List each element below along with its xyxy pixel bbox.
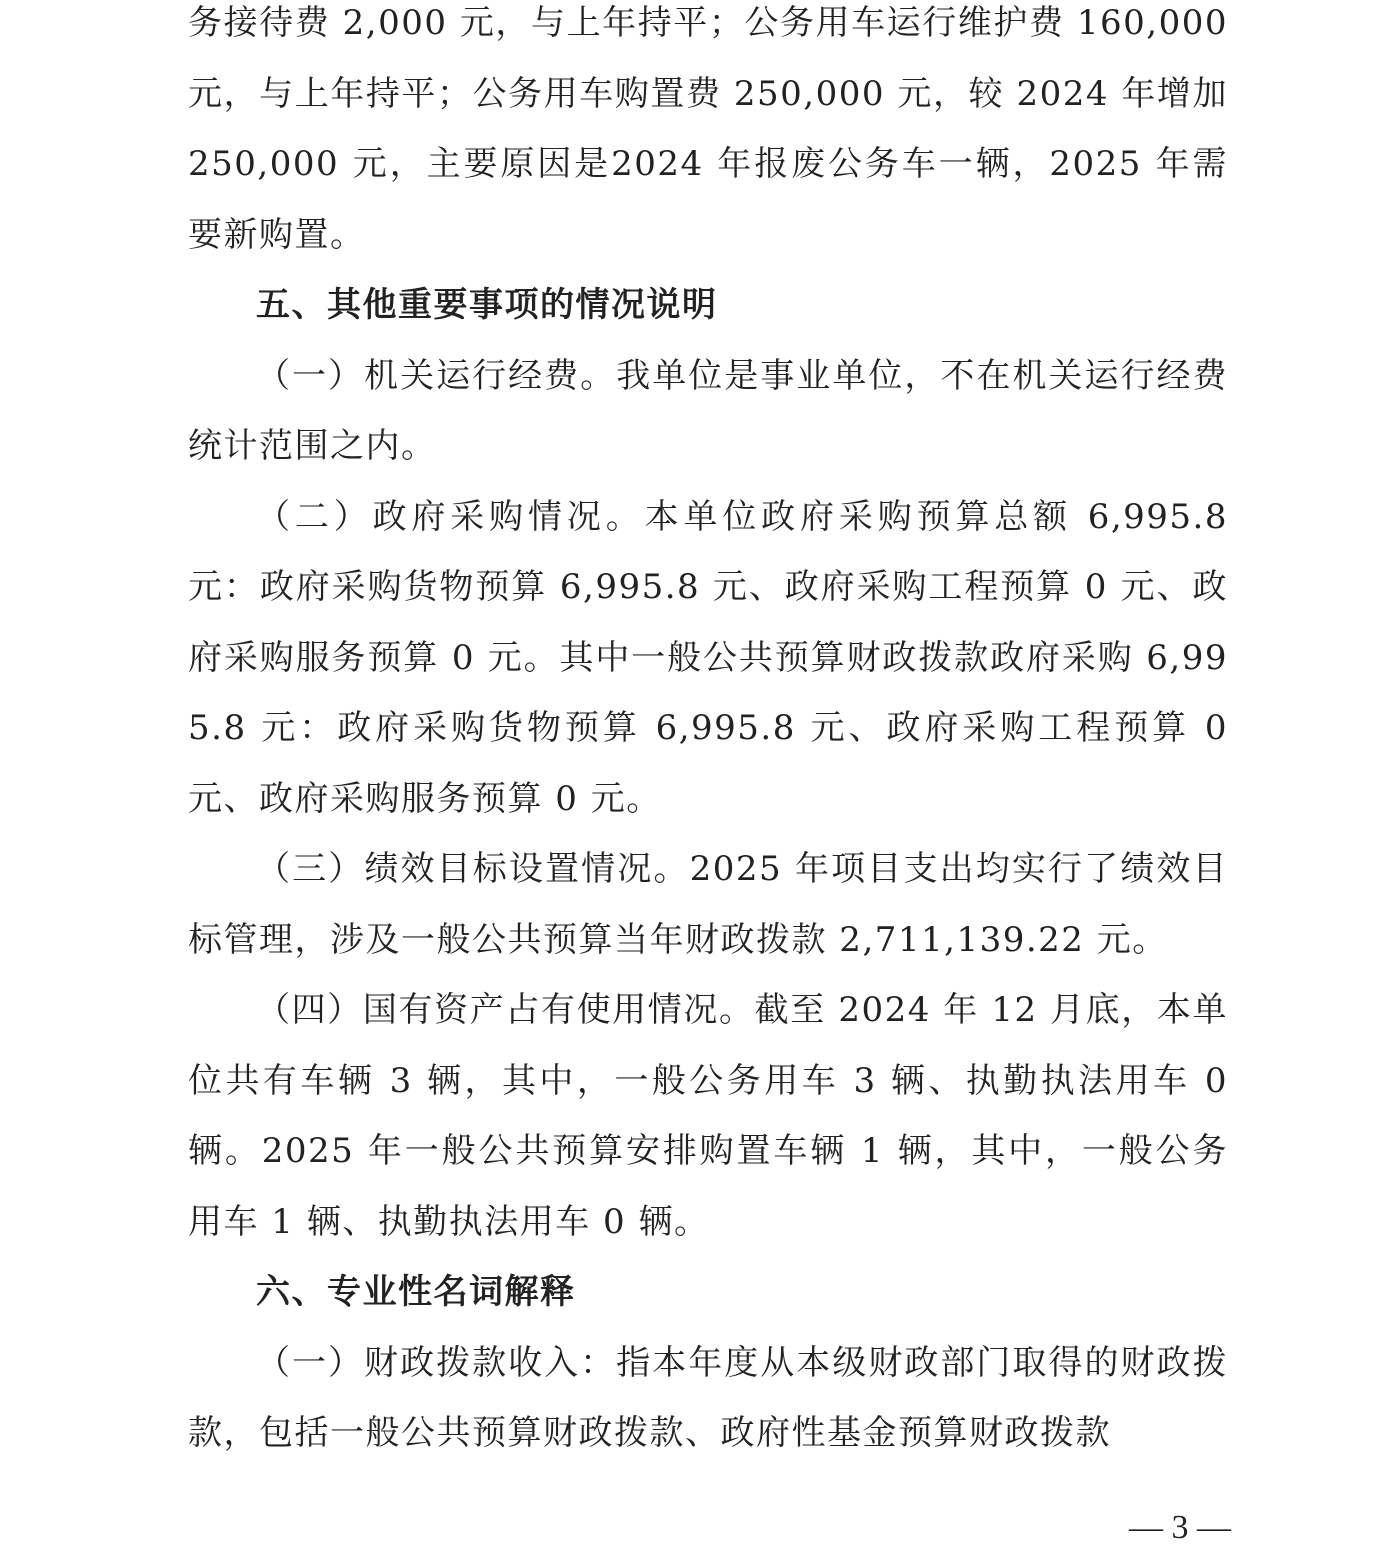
paragraph-subtitle: （二）政府采购情况。: [256, 496, 645, 537]
paragraph-text: 2025 年项目支出均实行了绩效目标管理，涉及一般公共预算当年财政拨款 2,711,139.22 元。: [188, 849, 1228, 960]
section-heading-six: 六、专业性名词解释: [256, 1272, 576, 1312]
paragraph-office-operating-funds: [188, 341, 1228, 482]
paragraph-performance-targets: [188, 834, 1228, 975]
paragraph-text: 我单位是事业单位，不在机关运行经费统计范围之内。: [188, 355, 1229, 466]
paragraph-fiscal-appropriation-income: [188, 1328, 1228, 1469]
document-body: [188, 0, 1228, 1469]
paragraph-text: 务接待费 2,000 元，与上年持平；公务用车运行维护费 160,000 元，与上年持平；公务用车购置费 250,000 元，较 2024 年增加 250,000 元，主要原因是2024 年报废公务车一辆，2025 年需要新购置。: [188, 3, 1228, 255]
paragraph-subtitle: （一）机关运行经费。: [256, 355, 617, 396]
paragraph-text: 截至 2024 年 12 月底，本单位共有车辆 3 辆，其中，一般公务用车 3 辆、执勤执法用车 0 辆。2025 年一般公共预算安排购置车辆 1 辆，其中，一般公务用车 1 辆、执勤执法用车 0 辆。: [188, 990, 1228, 1242]
paragraph-state-assets: [188, 975, 1228, 1257]
paragraph-text: 指本年度从本级财政部门取得的财政拨款，包括一般公共预算财政拨款、政府性基金预算财政拨款: [188, 1342, 1229, 1453]
page-number: — 3 —: [1129, 1509, 1231, 1546]
paragraph-continued: [188, 0, 1228, 270]
paragraph-subtitle: （三）绩效目标设置情况。: [256, 849, 690, 889]
paragraph-subtitle: （一）财政拨款收入：: [256, 1342, 617, 1383]
paragraph-government-procurement: [188, 482, 1228, 835]
paragraph-text: 本单位政府采购预算总额 6,995.8 元：政府采购货物预算 6,995.8 元、政府采购工程预算 0 元、政府采购服务预算 0 元。其中一般公共预算财政拨款政府采购 6,995.8 元：政府采购货物预算 6,995.8 元、政府采购工程预算 0 元、政府采购服务预算 0 元。: [188, 496, 1228, 819]
section-heading-five: 五、其他重要事项的情况说明: [256, 285, 718, 325]
paragraph-subtitle: （四）国有资产占有使用情况。: [256, 990, 755, 1030]
